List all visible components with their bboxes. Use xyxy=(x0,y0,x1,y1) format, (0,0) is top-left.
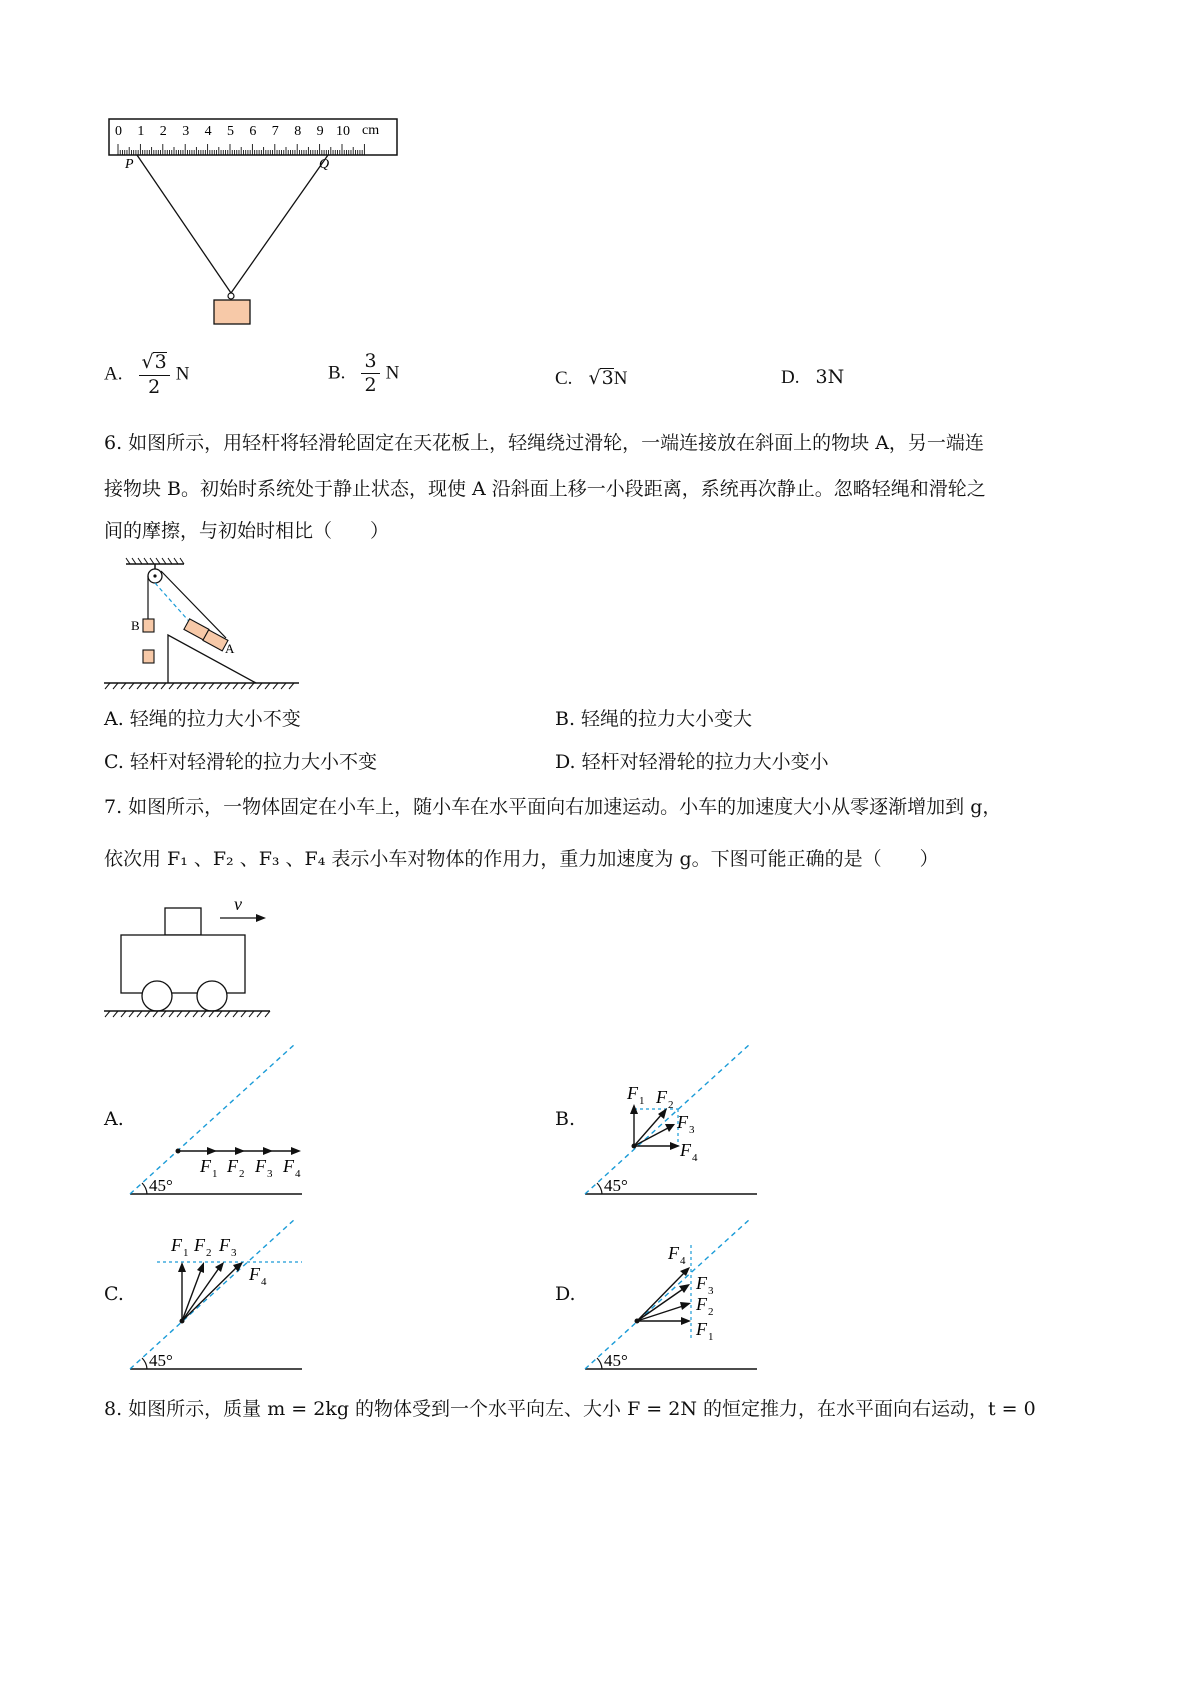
ruler-tick-label: 3 xyxy=(182,124,190,139)
ruler-tick-label: 1 xyxy=(137,124,145,139)
q5-option-b[interactable]: B. $\frac{3}{2}$ N xyxy=(328,350,400,396)
q6-option-b[interactable]: B. 轻绳的拉力大小变大 xyxy=(555,708,753,730)
diagram-a xyxy=(125,1040,315,1200)
svg-text:F: F xyxy=(696,1273,707,1293)
diagram-d xyxy=(580,1215,770,1375)
q6-line-1: 6. 如图所示，用轻杆将轻滑轮固定在天花板上，轻绳绕过滑轮，一端连接放在斜面上的物块 A，另一端连 xyxy=(104,432,984,454)
svg-text:F: F xyxy=(194,1235,205,1255)
label-b: B xyxy=(131,618,140,633)
block-b-alt xyxy=(143,650,154,663)
svg-text:1: 1 xyxy=(183,1247,189,1259)
svg-text:3: 3 xyxy=(231,1247,237,1259)
svg-text:F: F xyxy=(219,1235,230,1255)
q6-line-3: 间的摩擦，与初始时相比（ ） xyxy=(104,520,390,542)
svg-text:F: F xyxy=(283,1156,294,1176)
q7-option-b[interactable]: B. xyxy=(555,1108,576,1130)
ruler-tick-label: 6 xyxy=(249,124,257,139)
ruler-tick-label: 0 xyxy=(115,124,122,139)
wheel-right xyxy=(197,981,227,1011)
svg-text:F: F xyxy=(171,1235,182,1255)
svg-text:2: 2 xyxy=(206,1247,212,1259)
pulley-incline-figure xyxy=(100,555,310,695)
svg-text:45°: 45° xyxy=(149,1176,173,1195)
hook xyxy=(228,293,234,299)
q8-line-1: 8. 如图所示，质量 m = 2kg 的物体受到一个水平向左、大小 F = 2N 的恒定推力，在水平面向右运动，t = 0 xyxy=(104,1398,1036,1420)
object-on-cart xyxy=(165,908,201,935)
ruler-tick-label: 9 xyxy=(316,124,324,139)
svg-text:F: F xyxy=(696,1319,707,1339)
point-p-label: P xyxy=(125,157,134,172)
ruler-figure xyxy=(100,110,410,360)
cart-figure xyxy=(100,890,280,1030)
svg-text:4: 4 xyxy=(261,1276,267,1288)
q6-line-2: 接物块 B。初始时系统处于静止状态，现使 A 沿斜面上移一小段距离，系统再次静止。忽略轻绳和滑轮之 xyxy=(104,478,986,500)
svg-text:F: F xyxy=(627,1083,638,1103)
wheel-left xyxy=(142,981,172,1011)
velocity-label: v xyxy=(234,894,242,914)
svg-text:F: F xyxy=(696,1294,707,1314)
diagram-c xyxy=(125,1215,315,1375)
block-b xyxy=(143,619,154,632)
hanging-block xyxy=(214,300,250,324)
ruler-unit: cm xyxy=(362,123,380,138)
svg-text:F: F xyxy=(680,1140,691,1160)
q5-option-c[interactable]: C. √3N xyxy=(555,367,628,389)
svg-text:F: F xyxy=(668,1243,679,1263)
ruler-tick-label: 4 xyxy=(204,124,212,139)
option-b-fraction: $\frac{3}{2}$ xyxy=(361,352,379,395)
svg-text:4: 4 xyxy=(295,1168,301,1180)
point-q-label: Q xyxy=(319,157,330,172)
svg-text:F: F xyxy=(677,1112,688,1132)
svg-text:45°: 45° xyxy=(604,1351,628,1370)
option-a-fraction: $\frac{√3}{2}$ xyxy=(139,352,170,397)
svg-text:1: 1 xyxy=(212,1168,218,1180)
q5-option-a[interactable]: A. $\frac{√3}{2}$ N xyxy=(104,351,190,398)
svg-text:F: F xyxy=(200,1156,211,1176)
ruler-tick-label: 8 xyxy=(294,124,302,139)
svg-text:F: F xyxy=(255,1156,266,1176)
diagram-b xyxy=(580,1040,770,1200)
svg-text:4: 4 xyxy=(692,1152,698,1164)
svg-text:3: 3 xyxy=(689,1124,695,1136)
svg-text:1: 1 xyxy=(708,1331,714,1343)
ruler-tick-label: 10 xyxy=(336,124,350,139)
svg-text:3: 3 xyxy=(708,1285,714,1297)
svg-text:F: F xyxy=(249,1264,260,1284)
q5-option-d[interactable]: D. 3N xyxy=(781,366,845,388)
svg-text:F: F xyxy=(656,1087,667,1107)
svg-text:2: 2 xyxy=(708,1306,714,1318)
ruler-tick-label: 5 xyxy=(227,124,234,139)
svg-text:F: F xyxy=(227,1156,238,1176)
q7-option-a[interactable]: A. xyxy=(104,1108,124,1130)
svg-text:4: 4 xyxy=(680,1255,686,1267)
rope-left xyxy=(137,155,231,293)
q6-option-d[interactable]: D. 轻杆对轻滑轮的拉力大小变小 xyxy=(555,751,829,773)
svg-text:2: 2 xyxy=(239,1168,245,1180)
q6-option-a[interactable]: A. 轻绳的拉力大小不变 xyxy=(104,708,301,730)
svg-text:45°: 45° xyxy=(604,1176,628,1195)
q7-option-c[interactable]: C. xyxy=(104,1283,124,1305)
q7-option-d[interactable]: D. xyxy=(555,1283,576,1305)
q6-option-c[interactable]: C. 轻杆对轻滑轮的拉力大小不变 xyxy=(104,751,377,773)
rope-right xyxy=(231,155,328,293)
q7-line-1: 7. 如图所示，一物体固定在小车上，随小车在水平面向右加速运动。小车的加速度大小从零逐渐增加到 g， xyxy=(104,796,1002,818)
label-a: A xyxy=(225,641,235,656)
svg-text:1: 1 xyxy=(639,1095,645,1107)
q7-line-2: 依次用 F₁ 、F₂ 、F₃ 、F₄ 表示小车对物体的作用力，重力加速度为 g。下图可能正确的是（ ） xyxy=(104,848,939,870)
ruler-tick-label: 2 xyxy=(159,124,167,139)
svg-text:2: 2 xyxy=(668,1099,674,1111)
svg-text:45°: 45° xyxy=(149,1351,173,1370)
ruler-tick-label: 7 xyxy=(271,124,279,139)
svg-text:3: 3 xyxy=(267,1168,273,1180)
cart-body xyxy=(121,935,245,993)
